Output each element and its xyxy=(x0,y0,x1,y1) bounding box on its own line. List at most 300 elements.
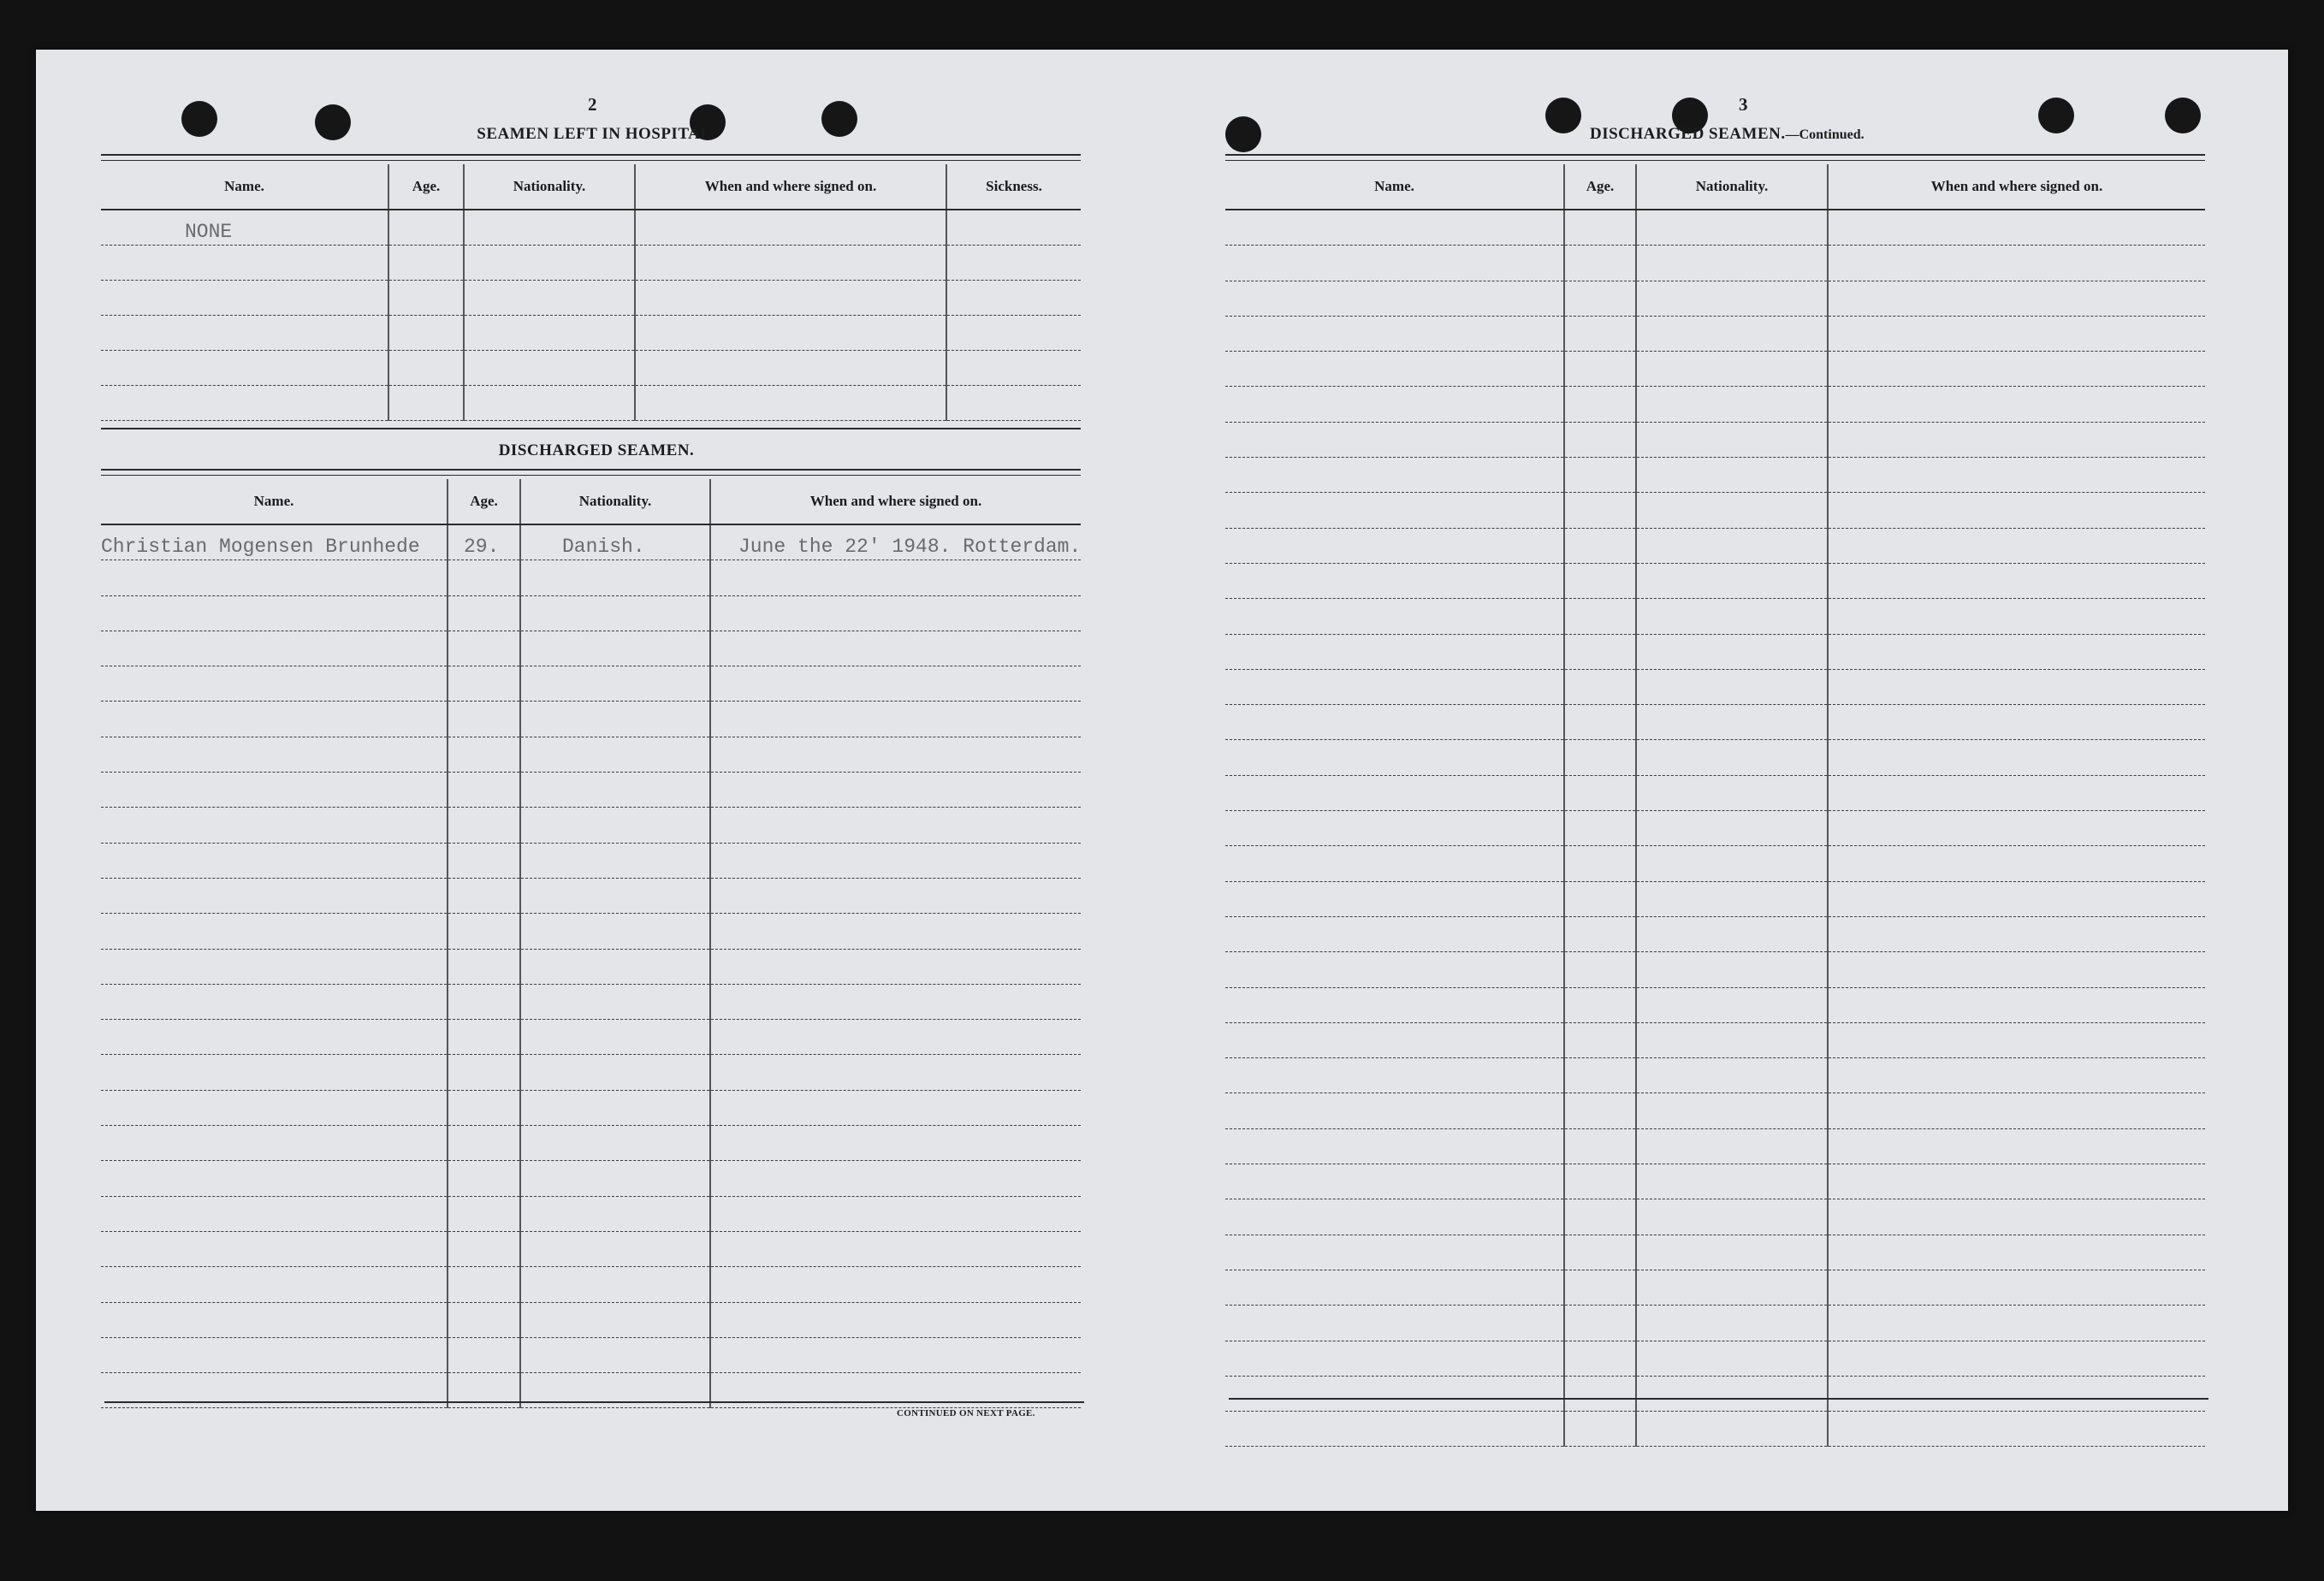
continued-cell xyxy=(1225,1341,1564,1376)
discharged-cell xyxy=(710,1055,1081,1090)
cell-value xyxy=(521,1223,562,1225)
cell-value xyxy=(101,412,185,414)
table-row xyxy=(1225,387,2205,422)
hospital-cell xyxy=(635,316,946,351)
table-row xyxy=(1225,422,2205,457)
continued-cell xyxy=(1225,705,1564,740)
continued-cell xyxy=(1225,740,1564,775)
cell-value xyxy=(521,1152,562,1154)
discharged-cell xyxy=(448,773,520,808)
table-row xyxy=(1225,458,2205,493)
table-row xyxy=(101,1231,1081,1266)
cell-value xyxy=(711,693,738,695)
discharged-cell xyxy=(101,1161,448,1196)
table-row xyxy=(101,631,1081,666)
continued-col-header-1: Age. xyxy=(1564,164,1636,210)
continued-cell xyxy=(1564,563,1636,598)
cell-value xyxy=(448,1046,464,1048)
punch-hole xyxy=(1545,98,1581,133)
table-row xyxy=(101,773,1081,808)
continued-cell xyxy=(1564,1093,1636,1128)
table-row xyxy=(101,702,1081,737)
cell-value xyxy=(448,764,464,766)
title-main: DISCHARGED SEAMEN. xyxy=(1590,125,1786,143)
hospital-cell xyxy=(946,386,1081,421)
cell-value xyxy=(711,729,738,731)
table-row xyxy=(1225,740,2205,775)
continued-cell xyxy=(1564,1270,1636,1305)
cell-value xyxy=(448,870,464,872)
continued-cell xyxy=(1564,669,1636,704)
table-row xyxy=(1225,281,2205,316)
discharged-cell xyxy=(101,524,448,560)
table-row xyxy=(101,386,1081,421)
continued-cell xyxy=(1636,281,1828,316)
continued-cell xyxy=(1636,916,1828,951)
discharged-col-header-0: Name. xyxy=(101,479,448,524)
discharged-cell xyxy=(520,1302,710,1337)
table-row xyxy=(1225,1128,2205,1164)
discharged-cell xyxy=(101,1126,448,1161)
continued-cell xyxy=(1636,705,1828,740)
cell-value xyxy=(521,799,562,801)
cell-value xyxy=(711,1188,738,1190)
discharged-cell xyxy=(520,631,710,666)
table-row xyxy=(1225,1164,2205,1199)
table-row xyxy=(1225,1376,2205,1411)
discharged-table xyxy=(101,479,1081,1408)
discharged-cell xyxy=(101,1196,448,1231)
continued-cell xyxy=(1564,846,1636,881)
cell-value: June the 22' 1948. Rotterdam. xyxy=(738,536,1082,559)
cell-value xyxy=(448,623,464,625)
cell-value xyxy=(711,870,738,872)
discharged-cell xyxy=(520,1161,710,1196)
cell-value xyxy=(711,623,738,625)
discharged-cell xyxy=(448,1267,520,1302)
continued-cell xyxy=(1225,528,1564,563)
discharged-cell xyxy=(448,1090,520,1125)
table-row xyxy=(101,351,1081,386)
table-row xyxy=(1225,528,2205,563)
table-row xyxy=(1225,210,2205,246)
cell-value xyxy=(711,1082,738,1084)
discharged-cell xyxy=(448,560,520,595)
cell-value xyxy=(521,764,562,766)
cell-value xyxy=(448,905,464,907)
hospital-cell xyxy=(464,316,635,351)
discharged-cell xyxy=(520,524,710,560)
continued-cell xyxy=(1828,1376,2205,1411)
discharged-cell xyxy=(101,773,448,808)
continued-cell xyxy=(1564,281,1636,316)
discharged-cell xyxy=(101,843,448,878)
table-row xyxy=(1225,1022,2205,1057)
continued-cell xyxy=(1225,1199,1564,1235)
discharged-cell xyxy=(101,631,448,666)
discharged-cell xyxy=(520,843,710,878)
hospital-cell xyxy=(946,281,1081,316)
hospital-cell xyxy=(388,316,464,351)
cell-value xyxy=(711,1294,738,1296)
continued-cell xyxy=(1564,1412,1636,1447)
continued-cell xyxy=(1564,1164,1636,1199)
discharged-cell xyxy=(710,808,1081,843)
discharged-cell xyxy=(101,595,448,631)
continued-cell xyxy=(1636,563,1828,598)
punch-hole xyxy=(1225,116,1261,152)
continued-cell xyxy=(1564,1199,1636,1235)
continued-cell xyxy=(1225,1022,1564,1057)
discharged-col-header-2: Nationality. xyxy=(520,479,710,524)
cell-value xyxy=(448,729,464,731)
table-row xyxy=(101,984,1081,1019)
discharged-cell xyxy=(710,1267,1081,1302)
continued-cell xyxy=(1828,987,2205,1022)
discharged-cell xyxy=(710,949,1081,984)
hospital-cell xyxy=(101,246,388,281)
discharged-cell xyxy=(101,878,448,913)
continued-cell xyxy=(1225,387,1564,422)
discharged-cell xyxy=(710,1302,1081,1337)
cell-value xyxy=(521,1117,562,1119)
discharged-cell xyxy=(101,984,448,1019)
continued-cell xyxy=(1636,1376,1828,1411)
hospital-col-header-4: Sickness. xyxy=(946,164,1081,210)
discharged-cell xyxy=(710,773,1081,808)
discharged-cell xyxy=(101,1090,448,1125)
discharged-header-row xyxy=(101,479,1081,524)
continued-cell xyxy=(1564,740,1636,775)
continued-cell xyxy=(1828,422,2205,457)
cell-value xyxy=(711,1152,738,1154)
continued-cell xyxy=(1636,634,1828,669)
cell-value xyxy=(521,870,562,872)
top-rule xyxy=(101,154,1081,156)
discharged-cell xyxy=(448,984,520,1019)
continued-cell xyxy=(1636,669,1828,704)
table-row xyxy=(1225,634,2205,669)
continued-cell xyxy=(1225,916,1564,951)
cell-value xyxy=(711,1011,738,1013)
discharged-cell xyxy=(520,773,710,808)
discharged-cell xyxy=(101,1267,448,1302)
discharged-cell xyxy=(710,737,1081,772)
continued-cell xyxy=(1636,1199,1828,1235)
continued-cell xyxy=(1564,422,1636,457)
discharged-cell xyxy=(710,702,1081,737)
continued-cell xyxy=(1828,916,2205,951)
cell-value xyxy=(448,1082,464,1084)
table-row xyxy=(1225,987,2205,1022)
continued-cell xyxy=(1225,1306,1564,1341)
table-row xyxy=(101,914,1081,949)
continued-cell xyxy=(1636,493,1828,528)
cell-value xyxy=(448,1329,464,1331)
discharged-cell xyxy=(710,1196,1081,1231)
discharged-cell xyxy=(520,1267,710,1302)
continued-cell xyxy=(1636,352,1828,387)
cell-value xyxy=(448,941,464,943)
discharged-cell xyxy=(101,1020,448,1055)
continued-cell xyxy=(1564,599,1636,634)
hospital-cell xyxy=(464,246,635,281)
hospital-cell xyxy=(635,386,946,421)
table-row xyxy=(101,1090,1081,1125)
continued-cell xyxy=(1828,881,2205,916)
continued-cell xyxy=(1636,210,1828,246)
cell-value xyxy=(521,1258,562,1260)
continued-cell xyxy=(1564,775,1636,810)
continued-cell xyxy=(1636,1341,1828,1376)
cell-value xyxy=(448,799,464,801)
discharged-cell xyxy=(520,984,710,1019)
continued-cell xyxy=(1564,493,1636,528)
hospital-cell xyxy=(635,246,946,281)
cell-value xyxy=(521,623,562,625)
continued-cell xyxy=(1828,705,2205,740)
table-row xyxy=(101,524,1081,560)
discharged-col-header-3: When and where signed on. xyxy=(710,479,1081,524)
discharged-cell xyxy=(520,595,710,631)
continued-cell xyxy=(1828,387,2205,422)
continued-cell xyxy=(1636,1058,1828,1093)
hospital-cell xyxy=(101,316,388,351)
continued-cell xyxy=(1828,1022,2205,1057)
discharged-cell xyxy=(710,843,1081,878)
table-row xyxy=(101,843,1081,878)
continued-cell xyxy=(1225,811,1564,846)
discharged-cell xyxy=(448,1231,520,1266)
discharged-cell xyxy=(101,737,448,772)
discharged-cell xyxy=(520,1020,710,1055)
cell-value xyxy=(101,272,185,274)
hospital-col-header-1: Age. xyxy=(388,164,464,210)
table-row xyxy=(101,666,1081,702)
continued-cell xyxy=(1225,775,1564,810)
cell-value: Christian Mogensen Brunhede xyxy=(101,536,420,559)
discharged-cell xyxy=(101,914,448,949)
table-row xyxy=(1225,246,2205,281)
page-number: 3 xyxy=(1739,94,1748,115)
page-number: 2 xyxy=(588,94,597,115)
continued-table-body xyxy=(1225,210,2205,1447)
cell-value xyxy=(521,1082,562,1084)
hospital-cell xyxy=(388,351,464,386)
hospital-col-header-3: When and where signed on. xyxy=(635,164,946,210)
discharged-cell xyxy=(520,1055,710,1090)
continued-cell xyxy=(1225,352,1564,387)
cell-value xyxy=(711,976,738,978)
hospital-col-header-2: Nationality. xyxy=(464,164,635,210)
continued-cell xyxy=(1225,881,1564,916)
discharged-cell xyxy=(520,702,710,737)
continued-cell xyxy=(1828,846,2205,881)
hospital-cell xyxy=(101,351,388,386)
table-row xyxy=(101,1055,1081,1090)
table-row xyxy=(1225,916,2205,951)
discharged-cell xyxy=(448,1196,520,1231)
table-row xyxy=(101,316,1081,351)
continued-cell xyxy=(1564,316,1636,351)
cell-value xyxy=(448,693,464,695)
continued-cell xyxy=(1225,1128,1564,1164)
discharged-section-title: DISCHARGED SEAMEN. xyxy=(498,441,695,459)
discharged-cell xyxy=(448,666,520,702)
table-row xyxy=(1225,352,2205,387)
table-row xyxy=(101,1126,1081,1161)
continued-cell xyxy=(1225,316,1564,351)
table-row xyxy=(1225,1093,2205,1128)
discharged-cell xyxy=(710,666,1081,702)
table-row xyxy=(101,1020,1081,1055)
discharged-cell xyxy=(101,666,448,702)
table-row xyxy=(1225,1306,2205,1341)
continued-bottom-rule xyxy=(1229,1398,2208,1400)
cell-value xyxy=(711,799,738,801)
punch-hole xyxy=(2165,98,2201,133)
discharged-cell xyxy=(710,524,1081,560)
continued-col-header-0: Name. xyxy=(1225,164,1564,210)
discharged-cell xyxy=(520,737,710,772)
discharged-cell xyxy=(520,878,710,913)
cell-value xyxy=(521,658,562,660)
continued-cell xyxy=(1828,1199,2205,1235)
continued-cell xyxy=(1225,210,1564,246)
continued-cell xyxy=(1564,987,1636,1022)
hospital-cell xyxy=(388,210,464,246)
cell-value xyxy=(521,588,562,589)
discharged-cell xyxy=(710,1231,1081,1266)
cell-value xyxy=(521,1329,562,1331)
continued-cell xyxy=(1636,1270,1828,1305)
table-row xyxy=(1225,1270,2205,1305)
discharged-cell xyxy=(520,1126,710,1161)
continued-cell xyxy=(1828,281,2205,316)
table-row xyxy=(101,1267,1081,1302)
continued-cell xyxy=(1636,528,1828,563)
continued-cell xyxy=(1636,1093,1828,1128)
discharged-cell xyxy=(520,808,710,843)
discharged-cell xyxy=(520,1337,710,1372)
discharged-cell xyxy=(520,1090,710,1125)
hospital-cell xyxy=(946,316,1081,351)
discharged-cell xyxy=(448,878,520,913)
hospital-cell xyxy=(946,351,1081,386)
continued-col-header-2: Nationality. xyxy=(1636,164,1828,210)
cell-value: Danish. xyxy=(562,536,645,559)
continued-cell xyxy=(1828,1164,2205,1199)
cell-value xyxy=(448,835,464,837)
continued-cell xyxy=(1636,1306,1828,1341)
discharged-cell xyxy=(448,737,520,772)
continued-cell xyxy=(1636,775,1828,810)
cell-value xyxy=(448,976,464,978)
table-row xyxy=(1225,1199,2205,1235)
left-page xyxy=(36,50,1162,1511)
continued-cell xyxy=(1225,634,1564,669)
continued-cell xyxy=(1636,1235,1828,1270)
hospital-cell xyxy=(946,210,1081,246)
discharged-cell xyxy=(710,878,1081,913)
cell-value xyxy=(448,588,464,589)
cell-value xyxy=(711,1117,738,1119)
continued-cell xyxy=(1828,1058,2205,1093)
continued-cell xyxy=(1564,916,1636,951)
continued-cell xyxy=(1636,1128,1828,1164)
continued-cell xyxy=(1225,1376,1564,1411)
continued-cell xyxy=(1225,952,1564,987)
discharged-cell xyxy=(520,666,710,702)
continued-cell xyxy=(1636,846,1828,881)
hospital-cell xyxy=(464,210,635,246)
discharged-cell xyxy=(710,984,1081,1019)
continued-cell xyxy=(1564,387,1636,422)
discharged-cell xyxy=(448,914,520,949)
cell-value xyxy=(448,1294,464,1296)
cell-value xyxy=(448,1258,464,1260)
continued-cell xyxy=(1225,563,1564,598)
continued-cell xyxy=(1225,281,1564,316)
continued-cell xyxy=(1828,1093,2205,1128)
continued-cell xyxy=(1636,458,1828,493)
cell-value xyxy=(448,658,464,660)
continued-cell xyxy=(1828,1235,2205,1270)
discharged-top-rule xyxy=(101,469,1081,471)
cell-value xyxy=(448,1365,464,1366)
cell-value xyxy=(521,1011,562,1013)
discharged-bottom-rule xyxy=(104,1401,1084,1403)
continued-cell xyxy=(1225,846,1564,881)
cell-value xyxy=(448,1188,464,1190)
discharged-cell xyxy=(448,524,520,560)
discharged-cell xyxy=(101,1055,448,1090)
continued-cell xyxy=(1225,1058,1564,1093)
cell-value xyxy=(711,1365,738,1366)
discharged-cell xyxy=(101,560,448,595)
discharged-cell xyxy=(448,595,520,631)
cell-value xyxy=(448,1011,464,1013)
table-row xyxy=(101,737,1081,772)
continued-cell xyxy=(1225,1093,1564,1128)
continued-cell xyxy=(1225,1270,1564,1305)
top-rule xyxy=(1225,154,2205,156)
cell-value: NONE xyxy=(185,221,233,243)
continued-cell xyxy=(1225,422,1564,457)
table-row xyxy=(101,1196,1081,1231)
continued-cell xyxy=(1828,1341,2205,1376)
cell-value xyxy=(711,1223,738,1225)
discharged-cell xyxy=(448,631,520,666)
discharged-cell xyxy=(448,949,520,984)
discharged-cell xyxy=(101,1337,448,1372)
continued-cell xyxy=(1564,1058,1636,1093)
continued-cell xyxy=(1636,987,1828,1022)
discharged-table-body xyxy=(101,524,1081,1408)
table-row xyxy=(101,281,1081,316)
cell-value xyxy=(521,1294,562,1296)
cell-value xyxy=(521,1188,562,1190)
continued-cell xyxy=(1225,1412,1564,1447)
continued-cell xyxy=(1225,246,1564,281)
continued-cell xyxy=(1828,528,2205,563)
discharged-cell xyxy=(710,560,1081,595)
table-row xyxy=(1225,952,2205,987)
continued-cell xyxy=(1564,952,1636,987)
table-row xyxy=(1225,493,2205,528)
continued-cell xyxy=(1636,422,1828,457)
discharged-cell xyxy=(448,1020,520,1055)
